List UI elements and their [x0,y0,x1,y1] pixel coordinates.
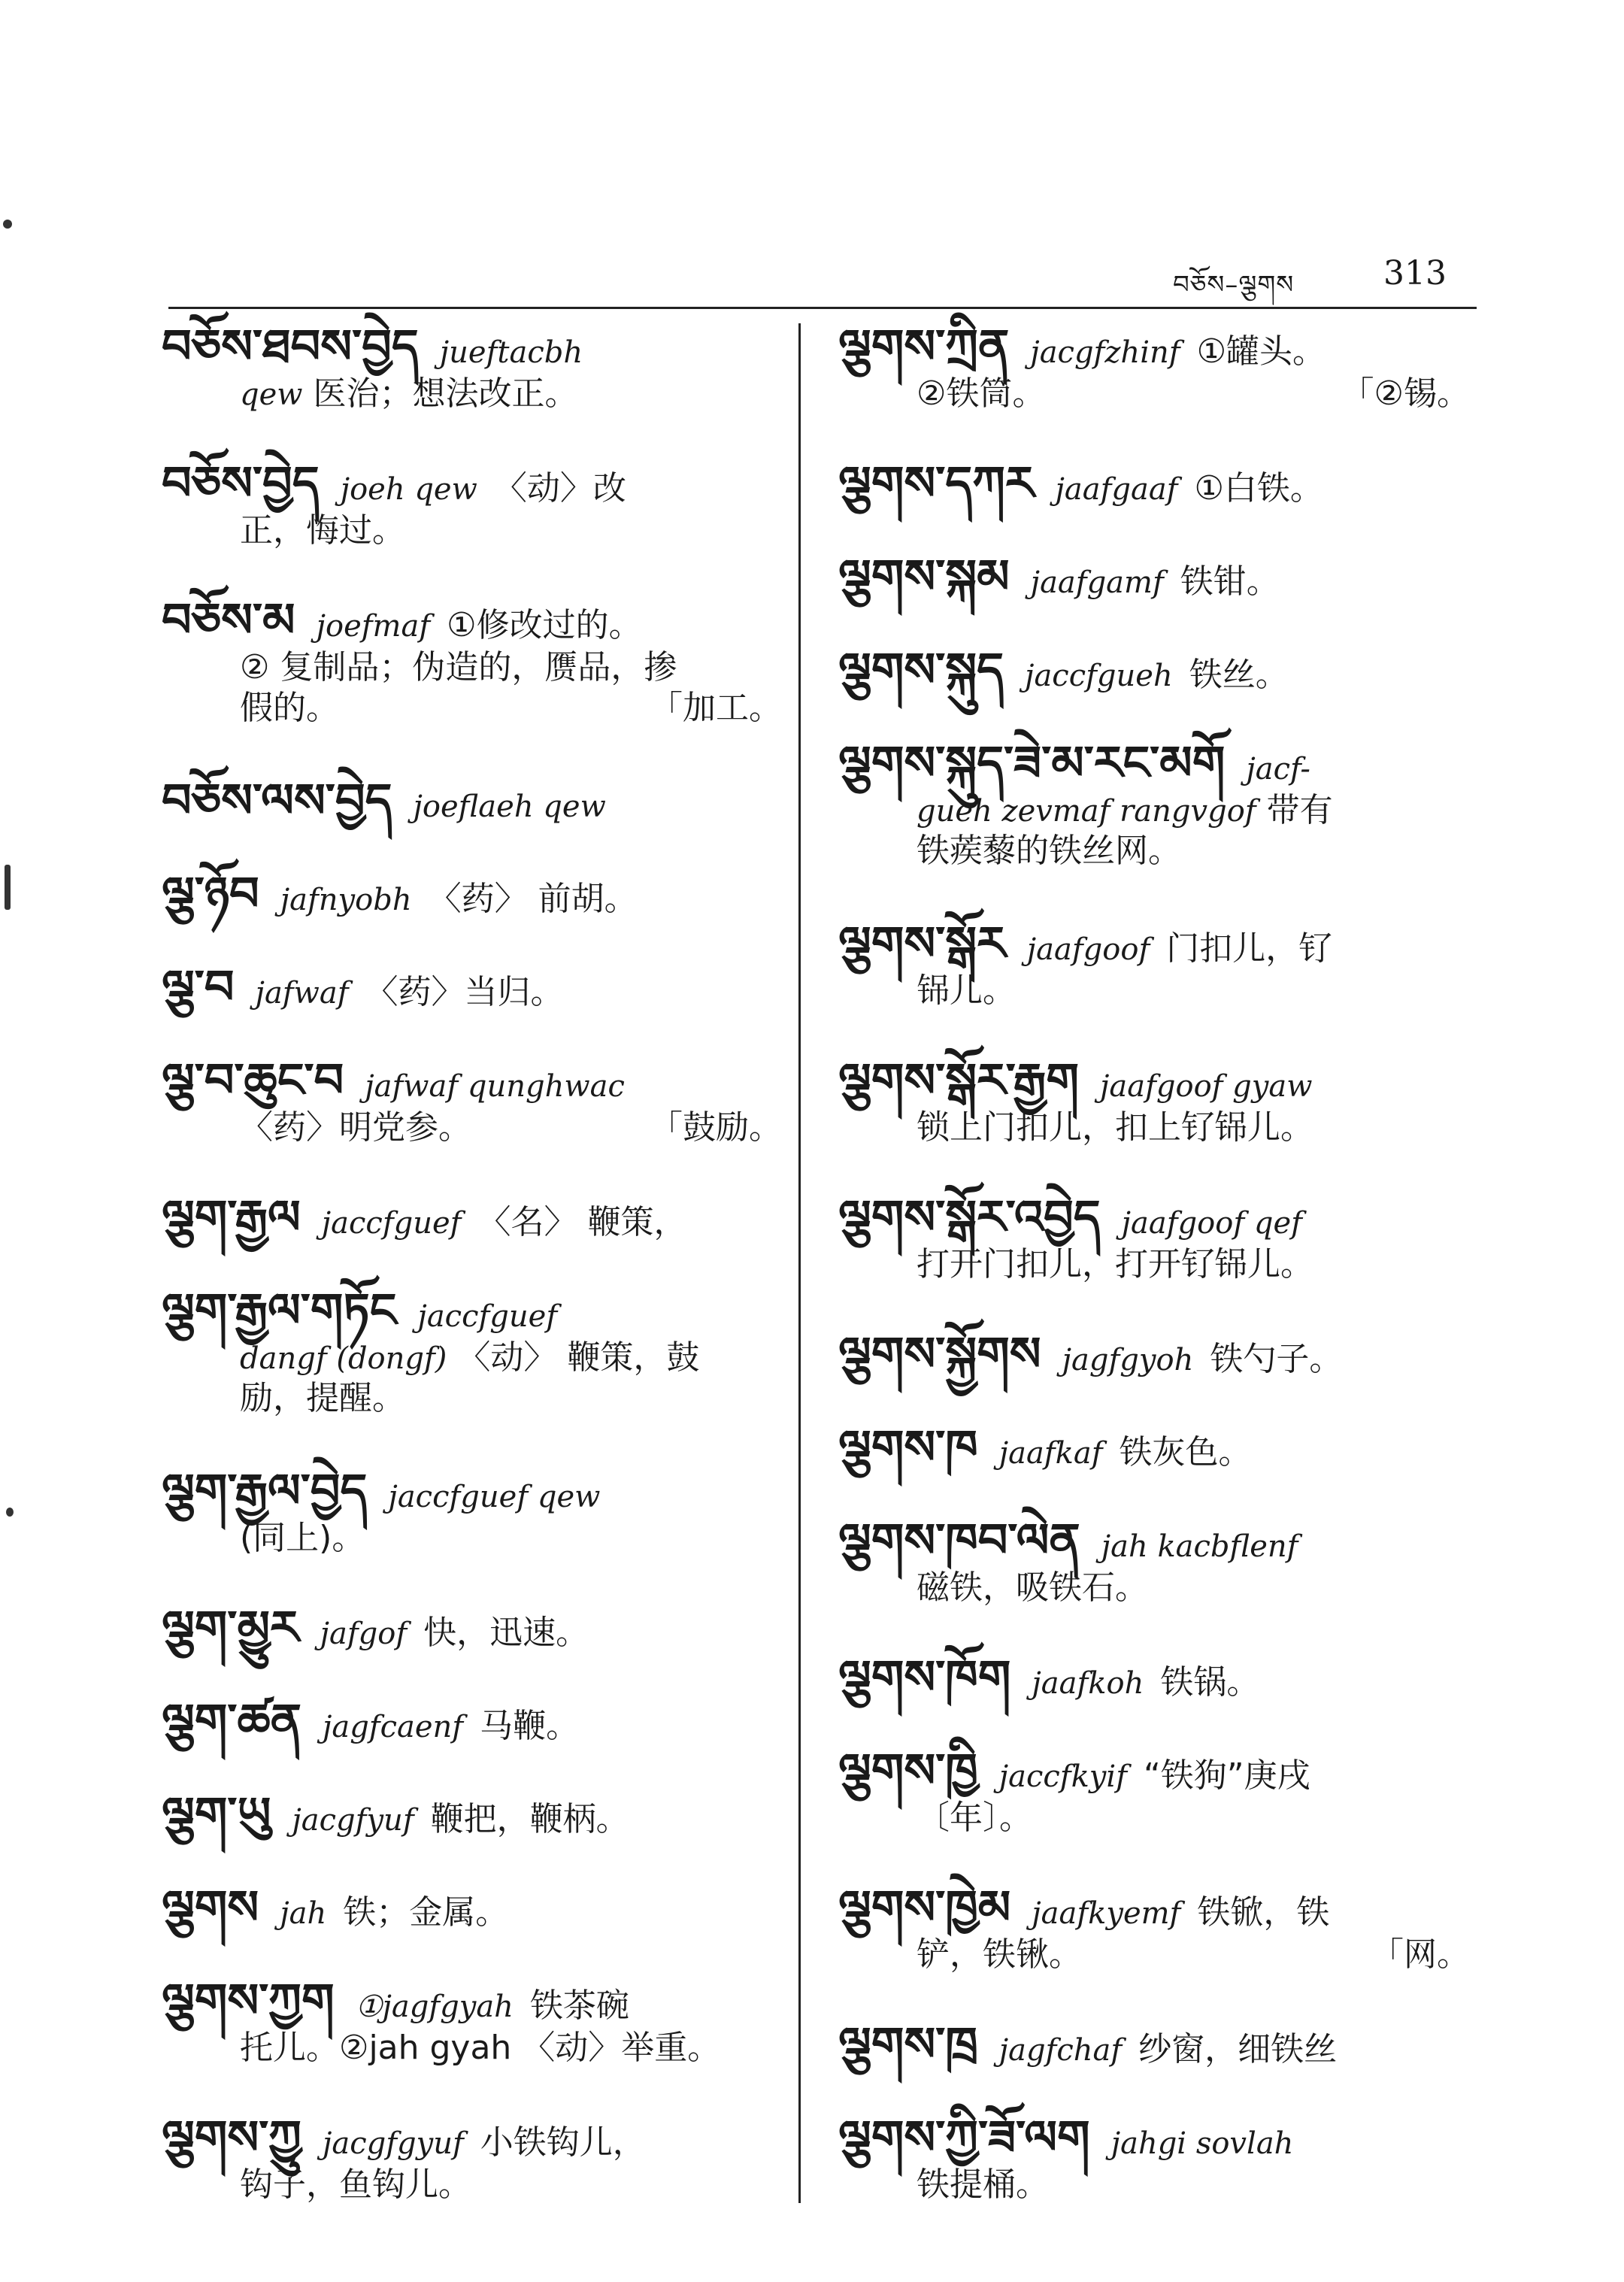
entry-headline [162,1787,782,1841]
entry-headline [838,1189,1470,1244]
definition: 纱窗，细铁丝 [1138,2030,1338,2068]
dictionary-entry [162,1463,782,1557]
entry-continuation [838,2165,1470,2204]
column-divider [798,323,801,2203]
entry-headline [162,1053,782,1108]
tibetan-headword: ལྕགས་ཁྲ [838,2017,978,2071]
romanization: jaccfguef [321,1206,462,1241]
tibetan-headword: ལྕགས་དཀར [838,456,1035,511]
tibetan-headword: ལྕག་ཚན [162,1693,301,1748]
definition: 〈名〉 鞭策， [477,1203,687,1241]
continuation-text: 正，悔过。 [240,511,405,550]
tibetan-headword: བཅོས་ལས་བྱེད [162,773,392,828]
continuation-text: 磁铁，吸铁石。 [917,1568,1148,1607]
definition: 〈药〉当归。 [365,973,564,1011]
continuation-text: 〈动〉 鞭策，鼓 [457,1338,700,1377]
romanization: jaccfguef [417,1299,558,1334]
page-number: 313 [1383,254,1447,292]
romanization: jaafgoof gyaw [1099,1069,1313,1104]
entry-continuation [838,832,1470,870]
entry-headline [162,1693,782,1748]
definition: 鞭把，鞭柄。 [430,1800,629,1838]
continuation-text: 铲，铁锹。 [917,1935,1082,1974]
tibetan-headword: ལྕག་རྒྱལ [162,1189,301,1244]
romanization: jah kacbflenf [1101,1529,1298,1564]
dictionary-entry [838,1513,1470,1607]
entry-headline [838,1743,1470,1798]
romanization: jaccfkyif [998,1759,1127,1794]
entry-headline [162,1189,782,1244]
definition: ①白铁。 [1194,469,1323,508]
entry-headline [162,959,782,1014]
dictionary-entry [162,2110,782,2204]
romanization: jaafgamf [1030,565,1164,600]
definition: 小铁钩儿， [480,2123,646,2162]
entry-headline [838,319,1470,374]
entry-headline [162,2110,782,2165]
romanization: jaafkoh [1032,1666,1144,1701]
dictionary-entry [838,1743,1470,1837]
dictionary-entry [162,592,782,727]
romanization: jagfgyoh [1062,1343,1194,1377]
definition: 铁灰色。 [1119,1433,1252,1471]
tibetan-headword: ལྕག་མྱུར [162,1600,299,1655]
continuation-text: 铁蒺藜的铁丝网。 [917,832,1181,870]
definition: 铁锅。 [1160,1663,1260,1702]
romanization: jaccfguef qew [388,1480,601,1514]
entry-headline [838,1513,1470,1568]
romanization: jah [280,1896,327,1931]
overflow-mark: 「网。 [1371,1935,1470,1974]
definition: 〈药〉 前胡。 [428,880,638,918]
dictionary-entry [162,1283,782,1417]
tibetan-headword: ལྕགས་སྐམ [838,549,1010,604]
dictionary-entry [162,1693,782,1748]
definition: 铁；金属。 [343,1893,509,1932]
scan-speck [6,1508,14,1517]
entry-headline [162,866,782,921]
entry-headline [838,1650,1470,1705]
romanization: jagfcaenf [322,1710,464,1744]
entry-continuation [162,689,782,727]
continuation-text: ②铁筒。 [917,374,1046,413]
dictionary-entry [838,1326,1470,1381]
entry-headline [838,916,1470,971]
entry-continuation [162,1338,782,1377]
romanization: joefmaf [316,609,431,644]
romanization: jacgfyuf [292,1803,414,1838]
tibetan-headword: ལྕགས་ཁྱེམ [838,1880,1011,1935]
continuation-text: 假的。 [240,689,339,727]
entry-headline [838,2017,1470,2071]
dictionary-entry [838,1189,1470,1283]
romanization: jafwaf [255,976,349,1011]
continuation-text: 铁提桶。 [917,2165,1049,2204]
entry-headline [838,456,1470,511]
tibetan-headword: ལྕ་ཉོབ [162,866,259,921]
romanization: jaafgaaf [1055,472,1178,507]
romanization: jafnyobh [280,883,412,917]
tibetan-headword: ལྕགས་ཁབ་ལེན [838,1513,1080,1568]
entry-headline [162,1463,782,1518]
entry-headline [838,549,1470,604]
continuation-text: 医治；想法改正。 [313,374,578,413]
continuation-romanization: gueh zevmaf rangvgof [917,794,1256,829]
continuation-text: 励，提醒。 [240,1379,405,1417]
entry-continuation [162,374,782,413]
entry-continuation [838,1245,1470,1283]
dictionary-entry [838,1650,1470,1705]
entry-continuation [162,2029,782,2067]
continuation-text: 〈药〉明党参。 [240,1108,471,1147]
tibetan-headword: ལྕ་བ [162,959,235,1014]
tibetan-headword: ལྕགས་སྒོར་རྒྱག [838,1053,1079,1108]
definition: 铁茶碗 [529,1987,629,2025]
tibetan-headword: ལྕག་རྒྱལ་བྱེད [162,1463,368,1518]
entry-headline [162,773,782,828]
entry-headline [162,456,782,511]
tibetan-headword: ལྕགས་ཀྱག [162,1973,335,2028]
definition: 铁锨，铁 [1197,1893,1330,1932]
dictionary-entry [162,456,782,550]
continuation-text: 〔年〕。 [917,1799,1032,1837]
tibetan-headword: ལྕགས་ཁོག [838,1650,1011,1705]
continuation-text: 托儿。②jah gyah 〈动〉举重。 [240,2029,721,2067]
definition: 门扣儿，钌 [1166,929,1332,968]
header-rule [168,307,1477,309]
entry-continuation [838,374,1470,413]
dictionary-entry [838,2110,1470,2204]
romanization: jagfchaf [998,2033,1123,2068]
entry-continuation [838,1799,1470,1837]
continuation-text: 钩子，鱼钩儿。 [240,2165,471,2204]
tibetan-headword: བཅོས་ཐབས་བྱེད [162,319,419,374]
definition: 铁勺子。 [1210,1340,1343,1378]
overflow-mark: 「②锡。 [1341,374,1470,413]
continuation-text: 打开门扣儿，打开钌铞儿。 [917,1245,1313,1283]
tibetan-headword: ལྕགས་ཀྱུ [162,2110,301,2165]
tibetan-headword: ལྕགས་སྐུད་ཟེ་མ་རང་མགོ [838,735,1226,790]
romanization: jaafkyemf [1032,1896,1181,1931]
overflow-mark: 「加工。 [650,689,782,727]
romanization: jacf- [1246,752,1310,786]
romanization: jaafkaf [998,1436,1103,1471]
entry-continuation [162,648,782,686]
dictionary-entry [838,916,1470,1010]
dictionary-entry [162,959,782,1014]
continuation-text: ② 复制品；伪造的，赝品，掺 [240,648,677,686]
continuation-text: 带有 [1266,791,1333,829]
tibetan-headword: ལྕགས་ཁ [838,1420,978,1474]
romanization: jahgi sovlah [1110,2126,1294,2161]
scan-speck [3,220,12,229]
entry-headline [162,1600,782,1655]
dictionary-entry [162,1880,782,1935]
running-head: བཅོས–ལྕགས [1173,270,1295,300]
entry-continuation [162,1519,782,1557]
entry-continuation [838,791,1470,829]
continuation-romanization: qew [240,377,303,412]
tibetan-headword: ལྕགས་ཁྱི [838,1743,978,1798]
tibetan-headword: ལྕག་རྒྱལ་གཏོང [162,1283,397,1338]
continuation-text: (同上)。 [240,1519,365,1557]
dictionary-entry [838,1420,1470,1474]
romanization: jaafgoof qef [1121,1206,1302,1241]
entry-continuation [838,971,1470,1010]
entry-continuation [838,1568,1470,1607]
tibetan-headword: ལྕགས་སྐུད [838,642,1004,697]
romanization: jacgfzhinf [1030,335,1180,370]
entry-headline [838,2110,1470,2165]
entry-continuation [162,1108,782,1147]
definition: ①罐头。 [1196,332,1326,371]
dictionary-entry [162,1053,782,1147]
dictionary-entry [162,773,782,828]
romanization: joeh qew [340,472,477,507]
definition: 铁丝。 [1189,656,1289,694]
entry-headline [838,735,1470,790]
entry-continuation [162,1379,782,1417]
entry-continuation [162,2165,782,2204]
entry-continuation [162,511,782,550]
dictionary-entry [838,735,1470,870]
definition: ①修改过的。 [447,606,642,644]
entry-headline [838,1880,1470,1935]
dictionary-entry [162,866,782,921]
tibetan-headword: བཅོས་མ [162,592,295,647]
dictionary-entry [162,319,782,413]
tibetan-headword: བཅོས་བྱེད [162,456,320,511]
definition: 铁钳。 [1180,562,1280,601]
dictionary-entry [838,456,1470,511]
tibetan-headword: ལྕགས་སྒོར་འབྱེད [838,1189,1101,1244]
tibetan-headword: ལྕག་ཡུ [162,1787,271,1841]
continuation-text: 锁上门扣儿，扣上钌铞儿。 [917,1108,1313,1147]
dictionary-entry [162,1787,782,1841]
entry-continuation [838,1108,1470,1147]
romanization: ①jagfgyah [355,1990,514,2024]
entry-headline [162,1283,782,1338]
entry-headline [162,1880,782,1935]
tibetan-headword: ལྕགས་སྒོར [838,916,1006,971]
romanization: joeflaeh qew [413,789,606,824]
scan-speck [5,865,11,910]
romanization: jafwaf qunghwac [365,1069,625,1104]
tibetan-headword: ལྕ་བ་ཆུང་བ [162,1053,344,1108]
continuation-romanization: dangf (dongf) [240,1341,447,1376]
dictionary-entry [838,1053,1470,1147]
entry-headline [162,592,782,647]
entry-headline [838,1326,1470,1381]
dictionary-entry [838,319,1470,413]
romanization: jaafgoof [1026,932,1150,967]
entry-headline [838,1053,1470,1108]
entry-headline [838,642,1470,697]
tibetan-headword: ལྕགས་ཀྲིན [838,319,1010,374]
dictionary-entry [838,642,1470,697]
dictionary-entry [838,2017,1470,2071]
entry-headline [162,319,782,374]
tibetan-headword: ལྕགས་ཀྱི་ཟོ་ལག [838,2110,1090,2165]
continuation-text: 铞儿。 [917,971,1016,1010]
tibetan-headword: ལྕགས་སྐྱོགས [838,1326,1041,1381]
tibetan-headword: ལྕགས [162,1880,259,1935]
dictionary-entry [162,1973,782,2067]
definition: 快，迅速。 [423,1614,589,1652]
definition: 马鞭。 [480,1707,580,1745]
definition: 〈动〉改 [493,469,626,508]
dictionary-entry [162,1600,782,1655]
definition: “铁狗”庚戌 [1144,1756,1310,1795]
dictionary-entry [162,1189,782,1244]
romanization: jueftacbh [439,335,583,370]
romanization: jaccfgueh [1025,659,1173,693]
romanization: jafgof [320,1617,408,1651]
entry-continuation [838,1935,1470,1974]
romanization: jacgfgyuf [322,2126,464,2161]
entry-headline [162,1973,782,2028]
overflow-mark: 「鼓励。 [650,1108,782,1147]
dictionary-entry [838,1880,1470,1974]
dictionary-entry [838,549,1470,604]
entry-headline [838,1420,1470,1474]
